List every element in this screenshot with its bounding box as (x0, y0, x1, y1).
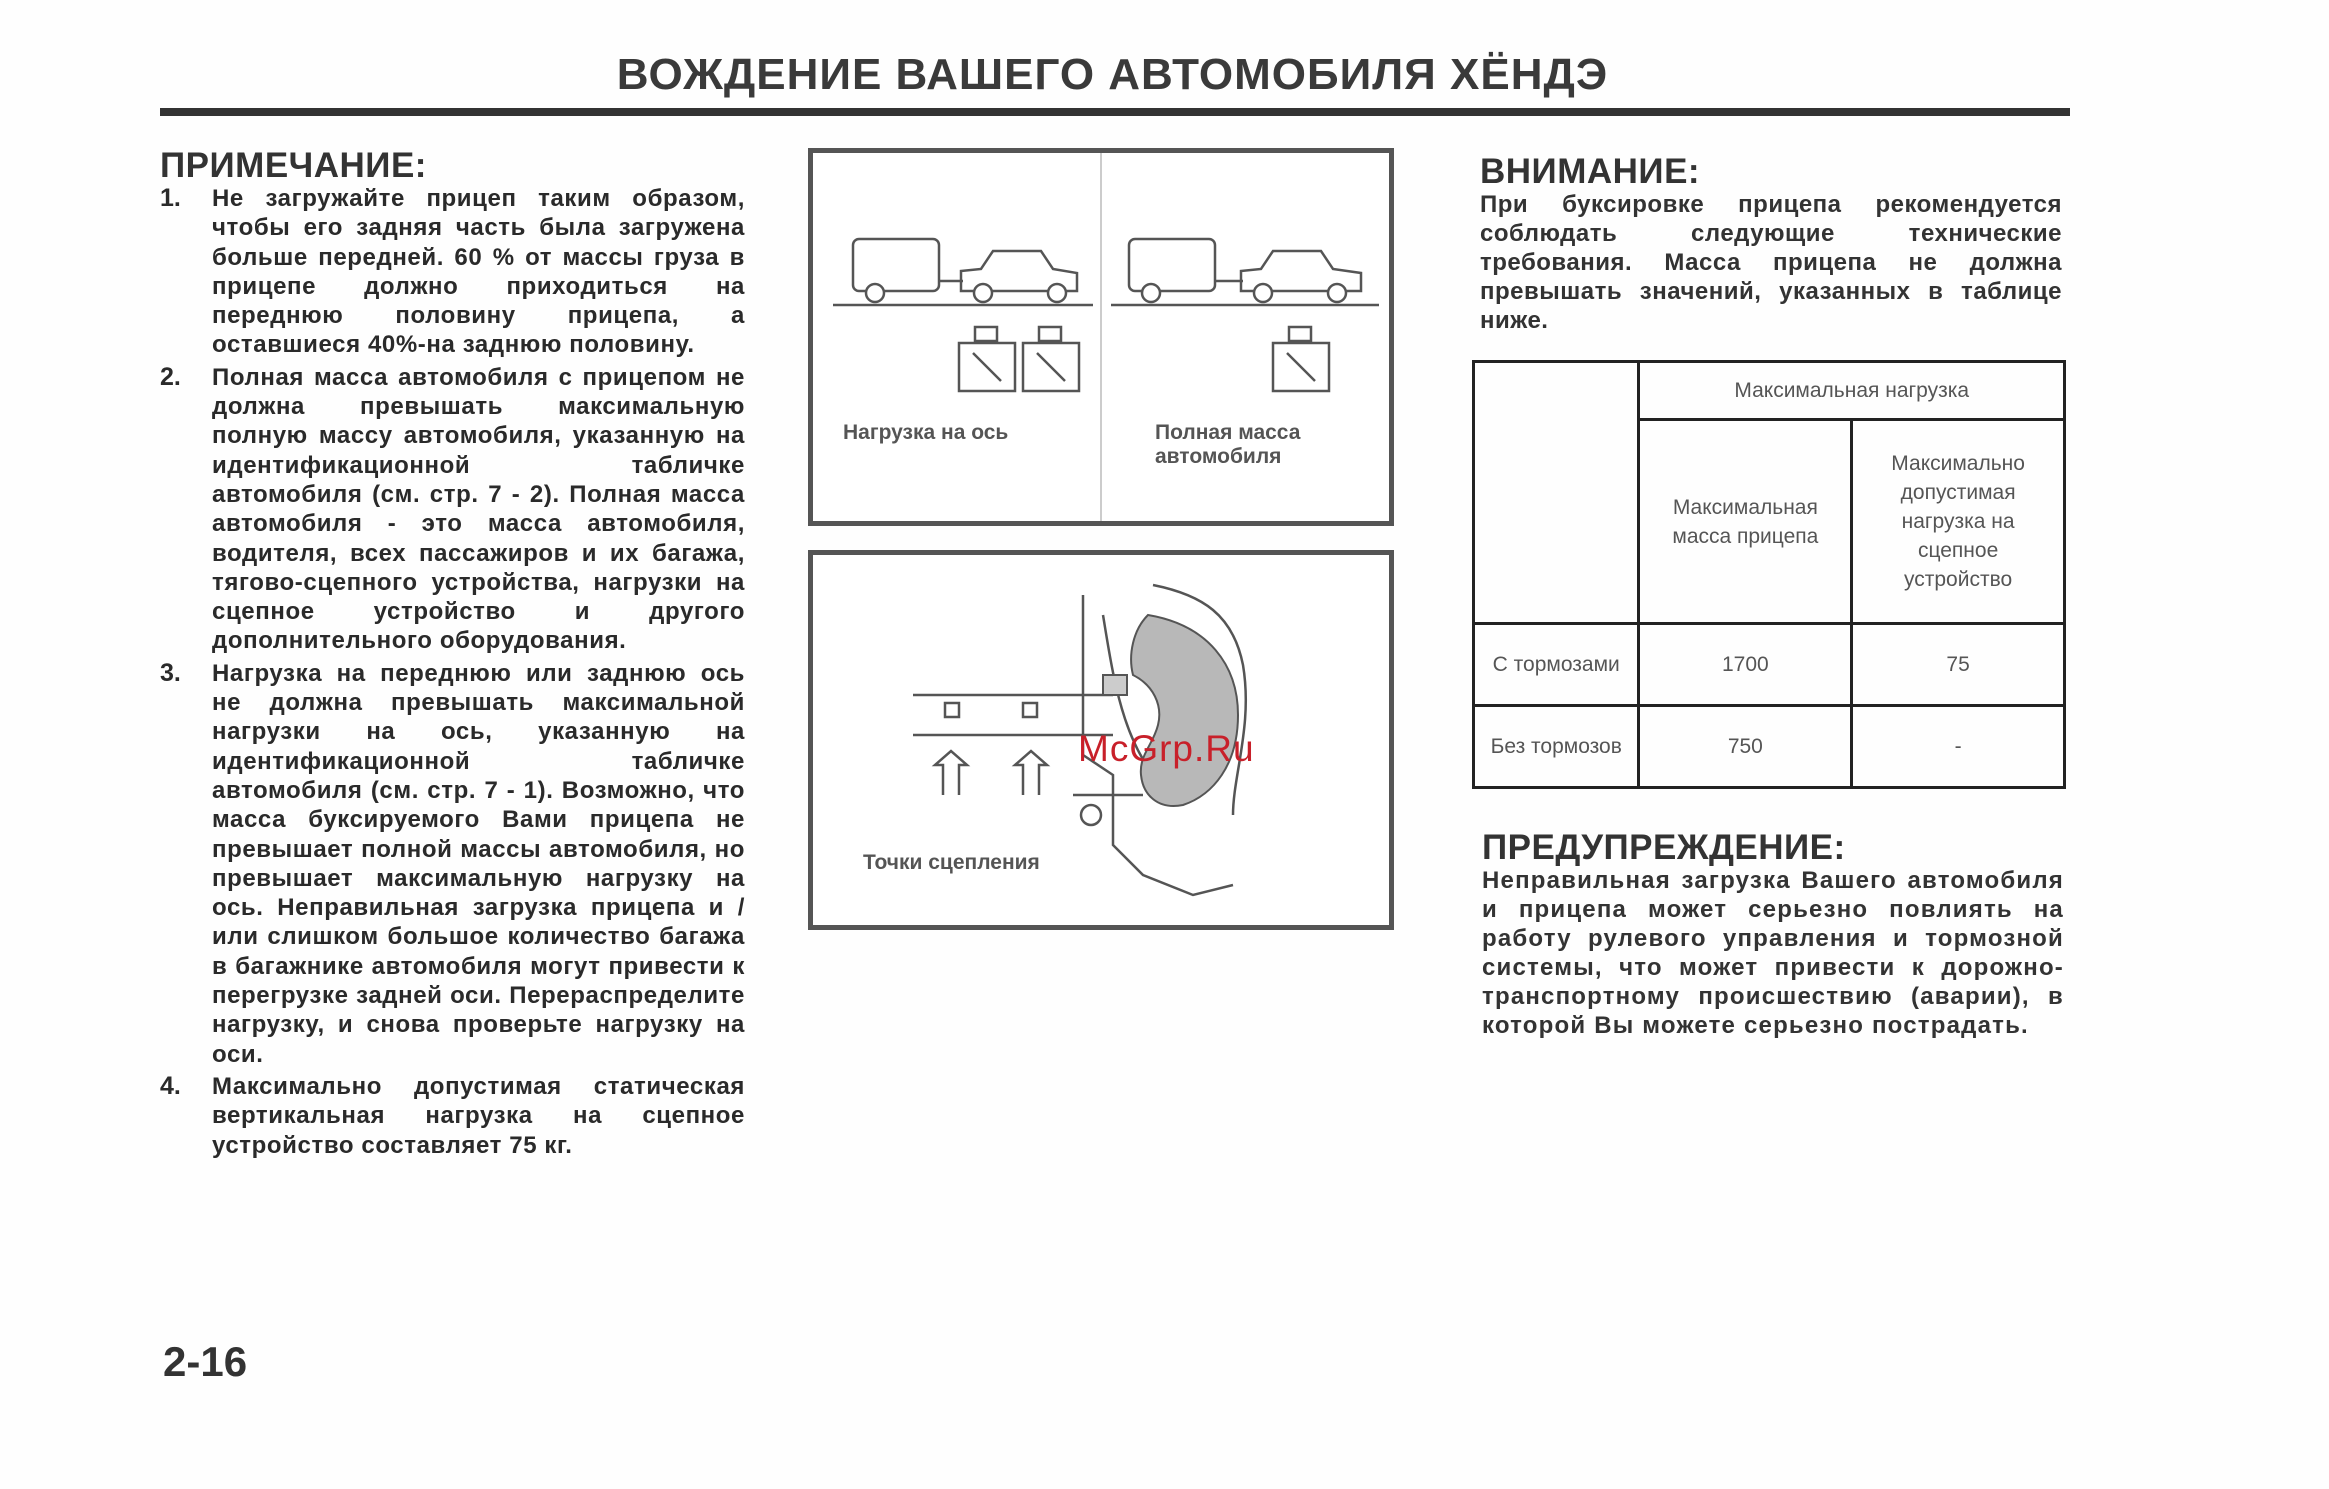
table-cell-hitch: - (1852, 706, 2065, 788)
note-number: 1. (160, 184, 181, 212)
note-number: 2. (160, 362, 181, 391)
caution-text: При буксировке прицепа рекомендуется соблюдать следующие технические требования. Масса прицепа не должна превышать значений, указанных в таблице ниже. (1480, 191, 2062, 334)
trailer-load-table (1472, 360, 2066, 788)
table-corner-cell (1474, 362, 1639, 624)
table-row-label: Без тормозов (1474, 706, 1639, 788)
coupling-points-label: Точки сцепления (863, 851, 1040, 874)
table-row (1474, 706, 2065, 788)
note-item-4 (160, 1072, 745, 1160)
table-cell-mass: 1700 (1639, 624, 1852, 706)
watermark: McGrp.Ru (1078, 728, 1255, 769)
table-row (1474, 624, 2065, 706)
note-number: 4. (160, 1071, 181, 1100)
note-text: Максимально допустимая статическая вертикальная нагрузка на сцепное устройство составляет 75 кг. (212, 1072, 745, 1159)
note-item-1 (160, 184, 745, 360)
page-title: ВОЖДЕНИЕ ВАШЕГО АВТОМОБИЛЯ ХЁНДЭ (616, 50, 1609, 99)
note-heading: ПРИМЕЧАНИЕ: (160, 146, 427, 185)
note-text: Не загружайте прицеп таким образом, чтобы его задняя часть была загружена больше передней. 60 % от массы груза в прицепе должно приходиться на переднюю половину прицепа, а оставшиеся 40%-на заднюю половину. (212, 185, 745, 359)
warning-text: Неправильная загрузка Вашего автомобиля и прицепа может серьезно повлиять на работу рулевого управления и тормозной системы, что может привести к дорожно-транспортному происшествию (аварии), в которой Вы можете серьезно пострадать. (1482, 867, 2064, 1039)
table-group-header: Максимальная нагрузка (1639, 362, 2065, 420)
page-number: 2-16 (163, 1338, 248, 1385)
note-text: Полная масса автомобиля с прицепом не должна превышать максимальную полную массу автомобиля, указанную на идентификационной табличке автомобиля (см. стр. 7 - 2). Полная масса автомобиля - это масса автомобиля, водителя, всех пассажиров и их багажа, тягово-сцепного устройства, нагрузки на сцепное устройство и другого дополнительного оборудования. (212, 363, 745, 655)
note-number: 3. (160, 658, 181, 687)
table-cell-mass: 750 (1639, 706, 1852, 788)
caution-heading: ВНИМАНИЕ: (1480, 152, 1701, 191)
note-text: Нагрузка на переднюю или заднюю ось не должна превышать максимальной нагрузки на ось, указанную на идентификационной табличке автомобиля (см. стр. 7 - 1). Возможно, что масса буксируемого Вами прицепа не превышает полной массы автомобиля, но превышает максимальную нагрузку на ось. Неправильная загрузка прицепа и / или слишком большое количество багажа в багажнике автомобиля могут привести к перегрузке задней оси. Перераспределите нагрузку, и снова проверьте нагрузку на оси. (212, 659, 745, 1068)
table-cell-hitch: 75 (1852, 624, 2065, 706)
load-figure (808, 148, 1394, 526)
note-list (160, 184, 745, 1163)
title-rule (160, 108, 2070, 116)
note-item-2 (160, 363, 745, 656)
warning-heading: ПРЕДУПРЕЖДЕНИЕ: (1482, 828, 1846, 867)
note-item-3 (160, 659, 745, 1069)
table-col-header: Максимально допустимая нагрузка на сцепное устройство (1852, 420, 2065, 624)
table-col-header: Максимальная масса прицепа (1639, 420, 1852, 624)
axle-load-label: Нагрузка на ось (843, 421, 1009, 444)
table-row-label: С тормозами (1474, 624, 1639, 706)
gross-mass-label: Полная масса автомобиля (1155, 421, 1301, 468)
